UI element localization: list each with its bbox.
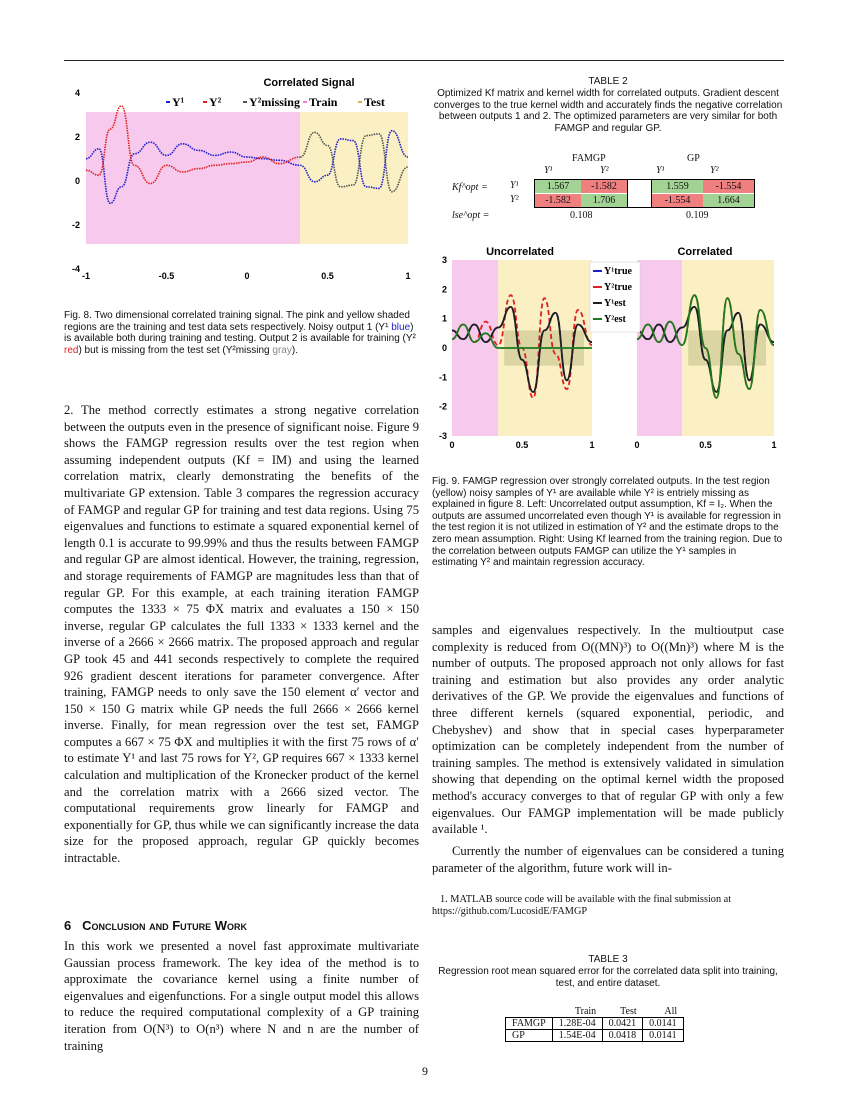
- train-region: [86, 112, 300, 244]
- y-tick-label: -2: [438, 401, 447, 412]
- table2-row-y1: Y¹: [510, 180, 519, 191]
- legend-label: Y²: [209, 95, 222, 109]
- gp-k11: 1.559: [652, 180, 703, 193]
- table3-cell: 1.28E-04: [552, 1018, 602, 1030]
- train-region: [452, 260, 498, 436]
- famgp-k11: 1.567: [535, 180, 581, 193]
- table2-label: TABLE 2: [588, 76, 628, 87]
- y-tick-label: 3: [441, 255, 447, 265]
- famgp-k22: 1.706: [581, 194, 627, 207]
- legend-label: Y²est: [604, 314, 626, 325]
- figure9-right-title: Correlated: [677, 246, 733, 258]
- table2-col-y1-gp: Y¹: [656, 165, 665, 176]
- figure9-chart: [432, 244, 787, 454]
- x-tick-label: -0.5: [158, 271, 175, 281]
- table3-cell: FAMGP: [506, 1018, 553, 1030]
- famgp-k12: -1.582: [581, 180, 627, 193]
- table3-cell: 0.0141: [643, 1018, 684, 1030]
- table2-divider: [627, 179, 628, 208]
- page-number: 9: [422, 1064, 428, 1078]
- table3-cell: 0.0418: [602, 1030, 643, 1042]
- table3-header: Train: [552, 1006, 602, 1018]
- table2-col-y1: Y¹: [544, 165, 553, 176]
- x-tick-label: 1: [771, 440, 777, 450]
- y-tick-label: 2: [74, 132, 80, 142]
- y-tick-label: -2: [71, 220, 80, 230]
- table2-gp-header: GP: [687, 153, 700, 164]
- table-row: [506, 1018, 684, 1030]
- train-region: [637, 260, 682, 436]
- x-tick-label: 1: [405, 271, 411, 281]
- right-column-paragraph-2: Currently the number of eigenvalues can be considered a tuning parameter of the algorithm, future work will in-: [432, 844, 784, 875]
- y-tick-label: -3: [438, 431, 447, 441]
- x-tick-label: 0: [244, 271, 250, 281]
- table3-cell: 1.54E-04: [552, 1030, 602, 1042]
- table3-cell: GP: [506, 1030, 553, 1042]
- y-tick-label: 0: [74, 176, 80, 186]
- figure8-title: Correlated Signal: [263, 77, 355, 89]
- famgp-k21: -1.582: [535, 194, 581, 207]
- left-column-paragraph-1: 2. The method correctly estimates a strong negative correlation between the outputs even in the presence of significant noise. Figure 9 shows the FAMGP regression results over the test region when assuming independent outputs (Kf = IM) and using the learned correlation matrix, clearly demonstrating the benefits of the multivariate GP extension. Table 3 compares the regression accuracy of FAMGP and regular GP for training and test data regions. Using 75 eigenvalues and functions to estimate a squared exponential kernel of length 0.1 is accurate to 99.99% and thus the results between FAMGP and regular GP are almost identical. However, the training, regression, and storage requirements of FAMGP are magnitudes less than that of regular GP. For this example, at each training iteration FAMGP computes the 1333 × 75 ΦX matrix and evaluates a 150 × 150 inverse, regular GP calculates the full 1333 × 1333 kernel and the inverse of a 2666 × 2666 matrix. The proposed approach and regular GP took 45 and 441 seconds respectively to complete the required 926 gradient descent iterations for parameter convergence. After training, FAMGP needs to only save the 150 element α′ vector and 150 × 150 G matrix while GP needs the full 2666 × 2666 kernel inverse. Finally, for mean regression over the test set, FAMGP computes a 667 × 75 ΦX and multiplies it with the first 75 rows of α′ to estimate Y¹ and last 75 rows for Y², GP requires 667 × 1333 kernel calculation and multiplication of the Kronecker product of the kernel and the correlation matrix with a 2666 sized vector. The computational requirements grow linearly for FAMGP and exponentially for GP, thus while we can significantly increase the data size for the proposed approach, regular GP quickly becomes intractable.: [64, 403, 419, 866]
- table2-lse-label: lse^opt =: [452, 210, 490, 221]
- table3-cell: 0.0421: [602, 1018, 643, 1030]
- x-tick-label: 0: [634, 440, 640, 450]
- table3-header-row: [506, 1006, 684, 1018]
- figure8-chart: [64, 74, 424, 284]
- x-tick-label: 0.5: [321, 271, 334, 281]
- x-tick-label: 1: [589, 440, 595, 450]
- table3: [505, 1006, 684, 1042]
- legend-label: Y²true: [604, 282, 632, 293]
- figure9-left-title: Uncorrelated: [486, 246, 554, 258]
- gp-k22: 1.664: [703, 194, 754, 207]
- legend-label: Y²missing: [249, 95, 300, 109]
- table2-row-y2: Y²: [510, 194, 519, 205]
- table3-caption: Regression root mean squared error for the correlated data split into training, test, and entire dataset.: [438, 966, 778, 989]
- table2-divider: [651, 179, 652, 208]
- table3-header: All: [643, 1006, 684, 1018]
- table2: [440, 150, 770, 230]
- section-heading: 6 Conclusion and Future Work: [64, 918, 248, 933]
- x-tick-label: 0.5: [699, 440, 712, 450]
- figure9-left-panel: [439, 255, 595, 450]
- legend-label: Test: [364, 95, 385, 109]
- figure9-right-panel: [634, 260, 776, 450]
- legend-label: Train: [309, 95, 338, 109]
- gp-k21: -1.554: [652, 194, 703, 207]
- footnote: 1. MATLAB source code will be available with the final submission at https://github.com/LucosidE/FAMGP: [432, 894, 732, 917]
- table2-famgp-header: FAMGP: [572, 153, 606, 164]
- table2-col-y2-gp: Y²: [710, 165, 719, 176]
- y-tick-label: 1: [441, 313, 447, 324]
- x-tick-label: 0.5: [515, 440, 529, 450]
- right-column-paragraph-1: samples and eigenvalues respectively. In the multioutput case complexity is reduced from O((MN)³) to O((Mn)³) where M is the number of outputs. The proposed approach not only allows for fast training and estimation but also provides any order analytic derivatives of the GP. We provide the eigenvalues and functions of three different kernels (squared exponential, periodic, and Chebyshev) and show that in special cases hyperparameter optimization can be completely independent from the number of training samples. The method is extensively validated in simulation showing that depending on the optimal kernel width the proposed method's accuracy converges to that of regular GP with only a few eigenvalues. Our FAMGP implementation will be made publicly available ¹.: [432, 623, 784, 837]
- y-tick-label: 2: [441, 284, 447, 295]
- y-tick-label: -1: [438, 372, 447, 383]
- gp-k12: -1.554: [703, 180, 754, 193]
- famgp-lse: 0.108: [570, 210, 593, 221]
- table2-col-y2: Y²: [600, 165, 609, 176]
- legend-label: Y¹est: [604, 298, 626, 309]
- table3-label: TABLE 3: [588, 954, 628, 965]
- table3-cell: 0.0141: [643, 1030, 684, 1042]
- x-tick-label: 0: [449, 440, 455, 450]
- gp-lse: 0.109: [686, 210, 709, 221]
- figure9-caption: Fig. 9. FAMGP regression over strongly correlated outputs. In the test region (yellow) noisy samples of Y¹ are available while Y² is entriely missing as explained in figure 8. Left: Uncorrelated output assumption, Kf = I₂. When the outputs are assumed uncorrelated even though Y¹ is available for regression in the test region it is not utilized in estimation of Y² and the estimate drops to the zero mean assumption. Right: Using Kf learned from the training region. Due to the correlation between outputs FAMGP can utilize the Y¹ samples in estimating Y² and maintain regression accuracy.: [432, 476, 783, 569]
- table-row: [506, 1030, 684, 1042]
- figure8-caption: Fig. 8. Two dimensional correlated training signal. The pink and yellow shaded regions are the training and test data sets respectively. Noisy output 1 (Y¹ blue) is available both during training and testing. Output 2 is available for training (Y² red) but is missing from the test set (Y²missing gray).: [64, 310, 416, 356]
- table2-caption: Optimized Kf matrix and kernel width for correlated outputs. Gradient descent converges to the true kernel width and accurately finds the negative correlation between outputs 1 and 2. The optimized parameters are very similar for both FAMGP and regular GP.: [433, 88, 783, 134]
- legend-label: Y¹true: [604, 266, 632, 277]
- x-tick-label: -1: [81, 271, 91, 281]
- y-tick-label: -4: [71, 264, 80, 274]
- left-column-paragraph-2: In this work we presented a novel fast approximate multivariate Gaussian process framework. The key idea of the method is to approximate the covariance kernel using a finite number of eigenvalues and eigenfunctions. For a single output model this allows to reduce the required computational complexity of a GP training iteration from O(N³) to O(n³) where N and n are the number of training: [64, 939, 419, 1053]
- legend-label: Y¹: [172, 95, 185, 109]
- y-tick-label: 0: [441, 343, 447, 353]
- table3-header: [506, 1006, 553, 1018]
- y-tick-label: 4: [74, 88, 80, 98]
- figure9-legend: [590, 262, 640, 332]
- table2-kf-label: Kf^opt =: [452, 182, 488, 193]
- table3-header: Test: [602, 1006, 643, 1018]
- header-rule: [64, 60, 784, 61]
